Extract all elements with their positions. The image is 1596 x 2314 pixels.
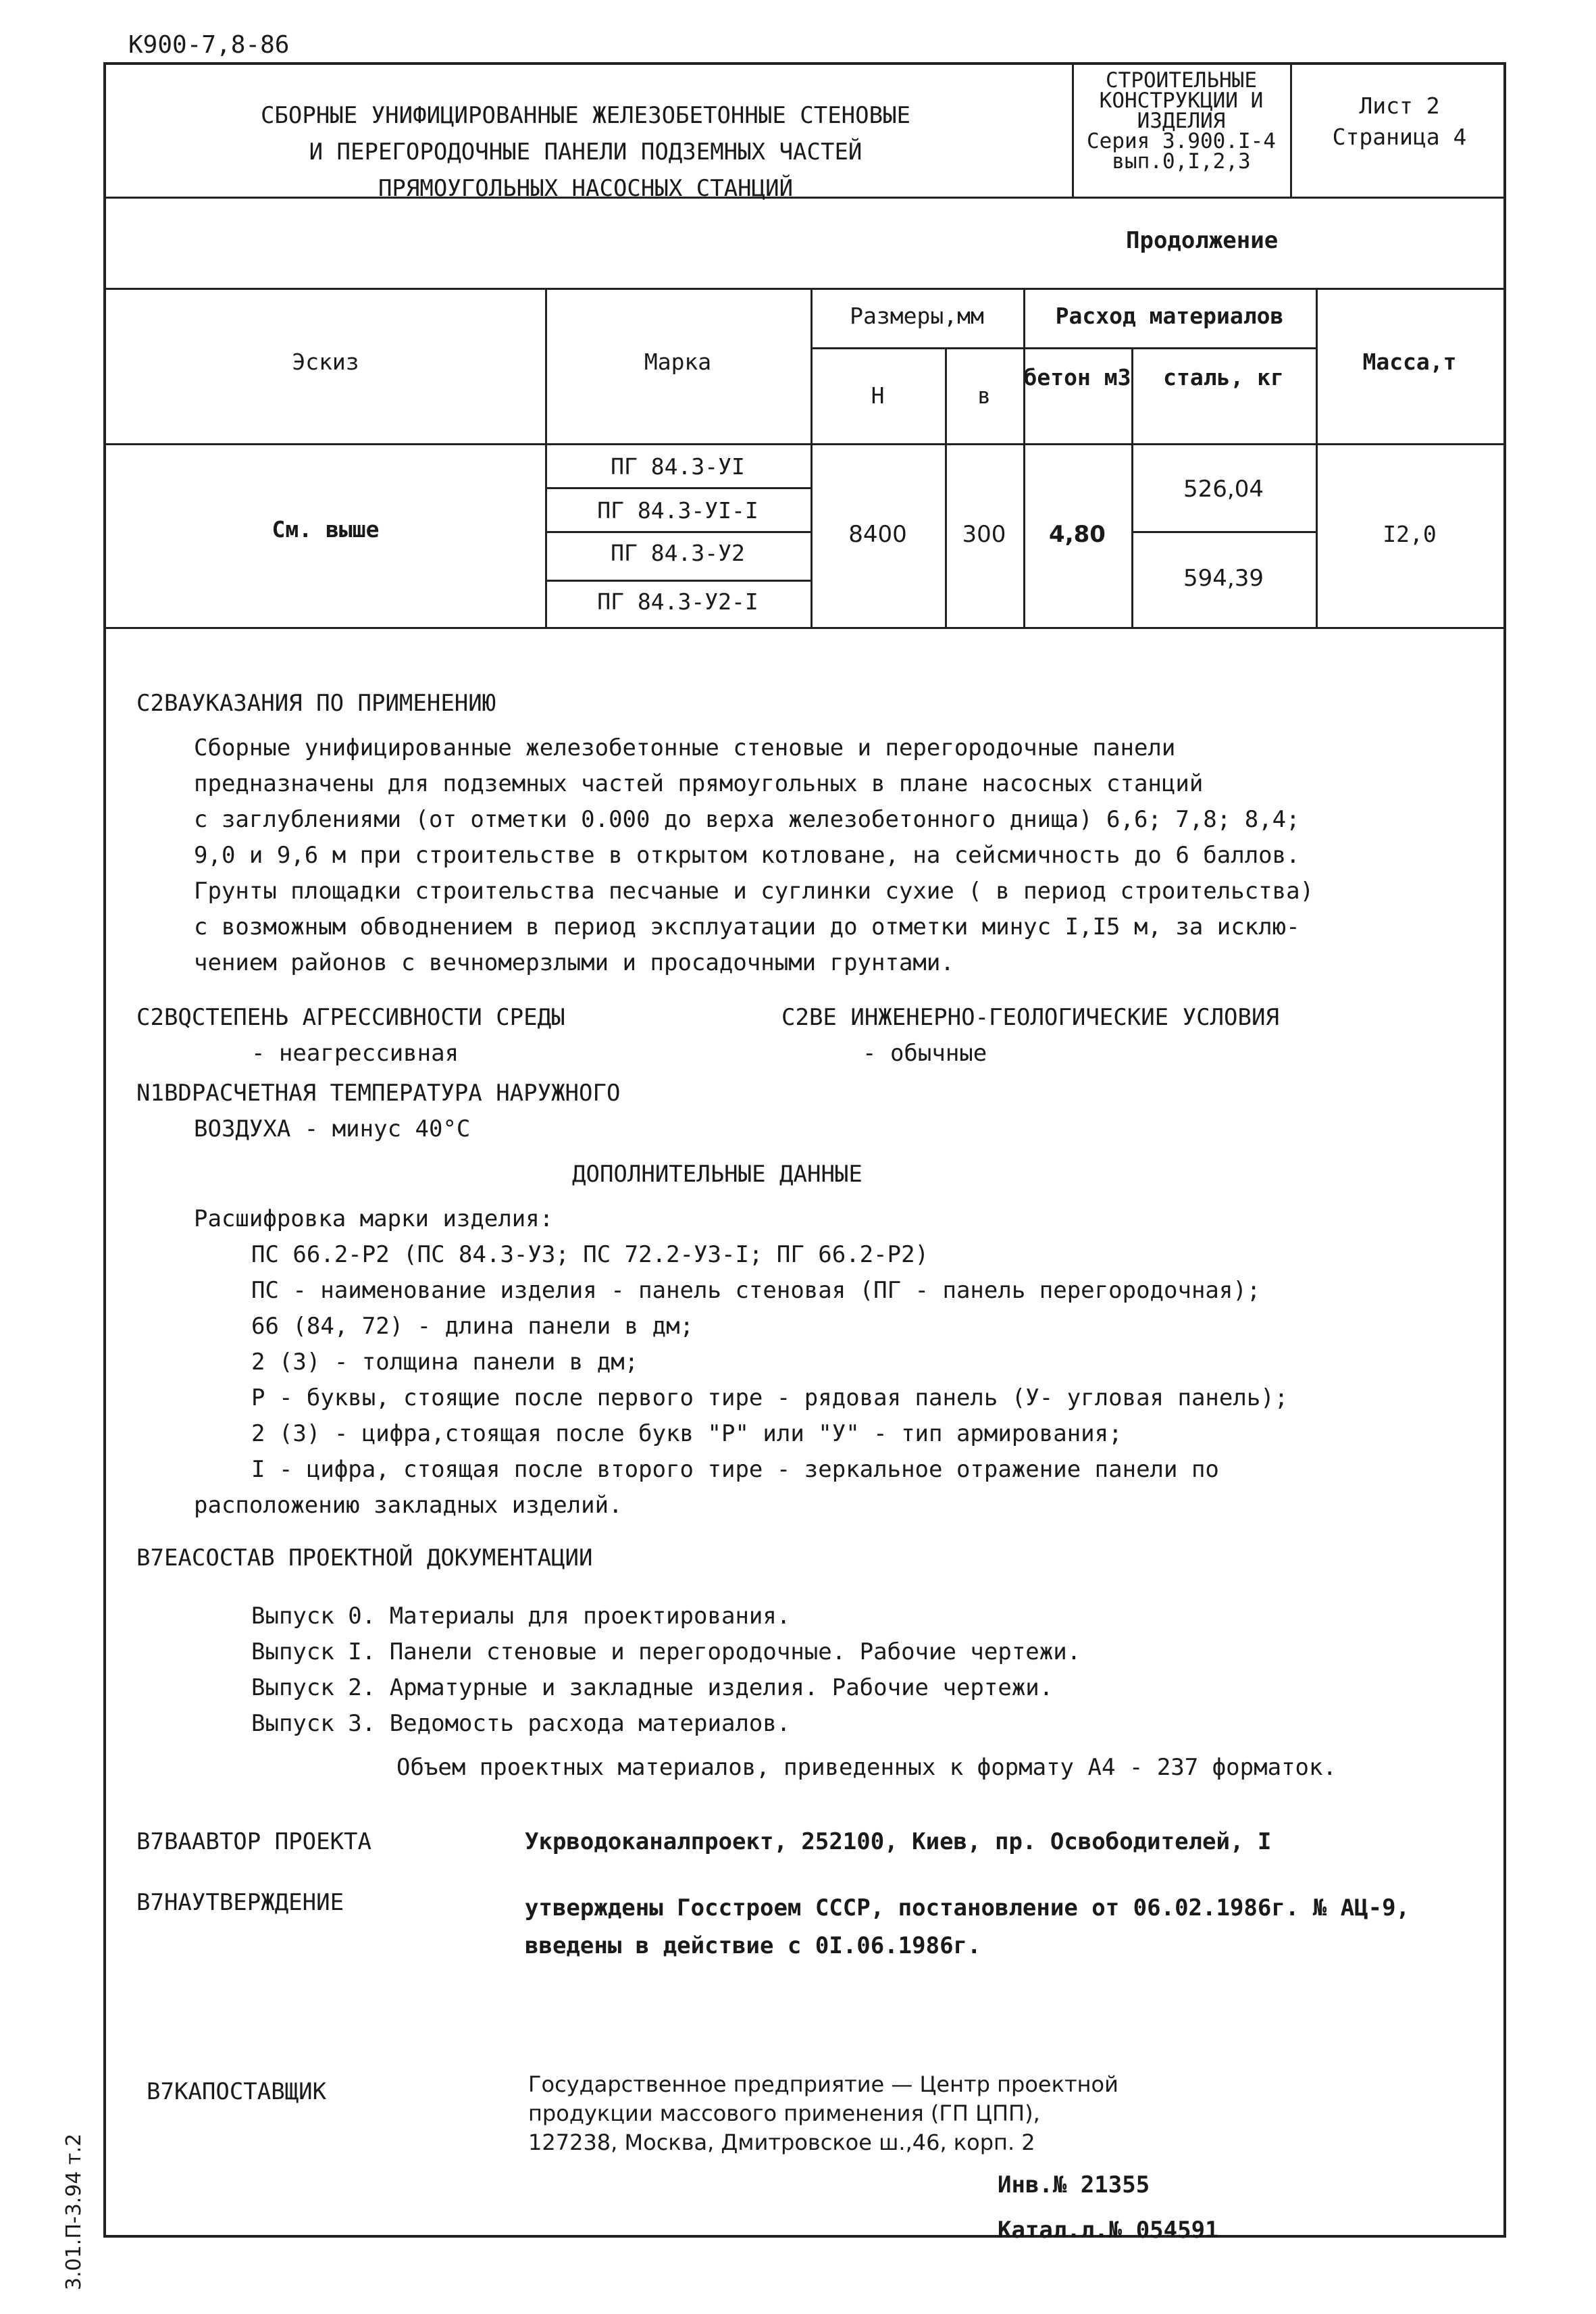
sheet-info <box>1298 91 1501 153</box>
extra-line-2: ПС - наименование изделия - панель стеновая (ПГ - панель перегородочная); <box>251 1277 1261 1304</box>
aggressiveness-heading: С2ВQСТЕПЕНЬ АГРЕССИВНОСТИ СРЕДЫ <box>136 1004 565 1031</box>
header-title: СБОРНЫЕ УНИФИЦИРОВАННЫЕ ЖЕЛЕЗОБЕТОННЫЕ СТЕНОВЫЕ И ПЕРЕГОРОДОЧНЫЕ ПАНЕЛИ ПОДЗЕМНЫХ ЧАСТЕЙ ПРЯМОУГОЛЬНЫХ НАСОСНЫХ СТАНЦИЙ <box>260 102 911 202</box>
page-frame <box>103 62 1506 2244</box>
col-header-b: в <box>977 382 991 409</box>
steel-row-line <box>1131 531 1316 533</box>
row-h: 8400 <box>848 521 907 548</box>
row-mark-1: ПГ 84.3-УI <box>611 453 745 480</box>
continuation-line <box>106 288 1503 290</box>
table-col-steel <box>1316 288 1318 627</box>
col-header-steel: сталь, кг <box>1163 364 1284 391</box>
document-code: К900-7,8-86 <box>128 31 290 59</box>
usage-text: Сборные унифицированные железобетонные стеновые и перегородочные панели предназначены для подземных частей прямоугольных в плане насосных станций с заглублениями (от отметки 0.000 до верха железобетонного днища) 6,6; 7,8; 8,4; 9,0 и 9,6 м при строительстве в открытом котловане, на сейсмичность до 6 баллов. Грунты площадки строительства песчаные и суглинки сухие ( в период строительства) с возможным обводнением в период эксплуатации до отметки минус I,I5 м, за исклю- чением районов с вечномерзлыми и просадочными грунтами. <box>194 734 1314 976</box>
inventory-number: Инв.№ 21355 <box>998 2171 1150 2198</box>
volume-note: Объем проектных материалов, приведенных к формату А4 - 237 форматок. <box>396 1754 1337 1781</box>
table-col-mark <box>810 288 813 627</box>
author-label: В7ВААВТОР ПРОЕКТА <box>136 1828 371 1855</box>
temperature-heading: N1ВDРАСЧЕТНАЯ ТЕМПЕРАТУРА НАРУЖНОГО <box>136 1080 621 1107</box>
continuation-label: Продолжение <box>1126 227 1279 254</box>
row-steel-1: 526,04 <box>1183 476 1264 503</box>
extra-line-5: Р - буквы, стоящие после первого тире - рядовая панель (У- угловая панель); <box>251 1384 1289 1411</box>
series-block: СТРОИТЕЛЬНЫЕ КОНСТРУКЦИИ И ИЗДЕЛИЯ Серия 3.900.I-4 вып.0,I,2,3 <box>1087 68 1276 174</box>
row-mark-2: ПГ 84.3-УI-I <box>597 497 758 524</box>
geology-value: - обычные <box>863 1040 987 1067</box>
col-header-mass: Масса,т <box>1362 349 1457 375</box>
col-header-sizes: Размеры,мм <box>850 303 984 329</box>
sheet-number: Лист 2 <box>1359 93 1440 119</box>
approval-label: В7НАУТВЕРЖДЕНИЕ <box>136 1889 344 1916</box>
approval-text: утверждены Госстроем СССР, постановление от 06.02.1986г. № АЦ-9, введены в действие с 0I.06.1986г. <box>525 1894 1410 1959</box>
extra-line-6: 2 (3) - цифра,стоящая после букв "Р" или "У" - тип армирования; <box>251 1420 1123 1447</box>
author-value: Укрводоканалпроект, 252100, Киев, пр. Освободителей, I <box>525 1828 1272 1855</box>
table-col-b <box>1023 288 1025 627</box>
row-mark-3: ПГ 84.3-У2 <box>611 540 745 566</box>
extra-line-8: расположению закладных изделий. <box>194 1492 623 1519</box>
row-mass: I2,0 <box>1383 521 1437 547</box>
mark-row-line-3 <box>545 580 810 582</box>
extra-line-4: 2 (3) - толщина панели в дм; <box>251 1349 639 1376</box>
extra-line-3: 66 (84, 72) - длина панели в дм; <box>251 1313 694 1340</box>
table-bottom <box>106 627 1503 629</box>
docs-heading: В7ЕАСОСТАВ ПРОЕКТНОЙ ДОКУМЕНТАЦИИ <box>136 1544 593 1571</box>
col-header-concrete: бетон м3 <box>1023 364 1131 391</box>
geology-heading: С2ВЕ ИНЖЕНЕРНО-ГЕОЛОГИЧЕСКИЕ УСЛОВИЯ <box>781 1004 1279 1031</box>
table-header-bottom <box>106 443 1503 445</box>
col-header-h: Н <box>871 382 885 409</box>
row-sketch: См. выше <box>272 516 380 543</box>
row-steel-2: 594,39 <box>1183 565 1264 592</box>
extra-line-0: Расшифровка марки изделия: <box>194 1205 554 1232</box>
supplier-text: Государственное предприятие — Центр проектной продукции массового применения (ГП ЦПП), 127238, Москва, Дмитровское ш.,46, корп. 2 <box>528 2071 1118 2155</box>
col-header-mark: Марка <box>644 349 712 375</box>
temperature-value: ВОЗДУХА - минус 40°С <box>194 1115 471 1142</box>
col-header-sketch: Эскиз <box>292 349 359 375</box>
catalog-number: Катал.л.№ 054591 <box>998 2217 1219 2244</box>
extra-line-7: I - цифра, стоящая после второго тире - зеркальное отражение панели по <box>251 1456 1219 1483</box>
mark-row-line-1 <box>545 487 810 489</box>
page-number: Страница 4 <box>1332 124 1467 150</box>
supplier-label: В7КАПОСТАВЩИК <box>147 2078 327 2105</box>
extra-heading: ДОПОЛНИТЕЛЬНЫЕ ДАННЫЕ <box>572 1161 863 1188</box>
header-divider-2 <box>1290 65 1292 197</box>
mark-row-line-2 <box>545 531 810 533</box>
extra-line-1: ПС 66.2-Р2 (ПС 84.3-У3; ПС 72.2-У3-I; ПГ 66.2-Р2) <box>251 1241 929 1268</box>
usage-heading: С2ВАУКАЗАНИЯ ПО ПРИМЕНЕНИЮ <box>136 690 496 717</box>
row-b: 300 <box>962 521 1006 548</box>
row-mark-4: ПГ 84.3-У2-I <box>597 588 758 615</box>
docs-list: Выпуск 0. Материалы для проектирования. Выпуск I. Панели стеновые и перегородочные. Рабочие чертежи. Выпуск 2. Арматурные и закладные изделия. Рабочие чертежи. Выпуск 3. Ведомость расхода материалов. <box>251 1603 1081 1737</box>
aggressiveness-value: - неагрессивная <box>251 1040 459 1067</box>
table-subheader-line <box>810 347 1316 349</box>
row-concrete: 4,80 <box>1049 521 1106 548</box>
col-header-materials: Расход материалов <box>1055 303 1284 329</box>
header-divider-1 <box>1072 65 1074 197</box>
side-stamp: 3.01.П-3.94 т.2 <box>62 2133 86 2290</box>
